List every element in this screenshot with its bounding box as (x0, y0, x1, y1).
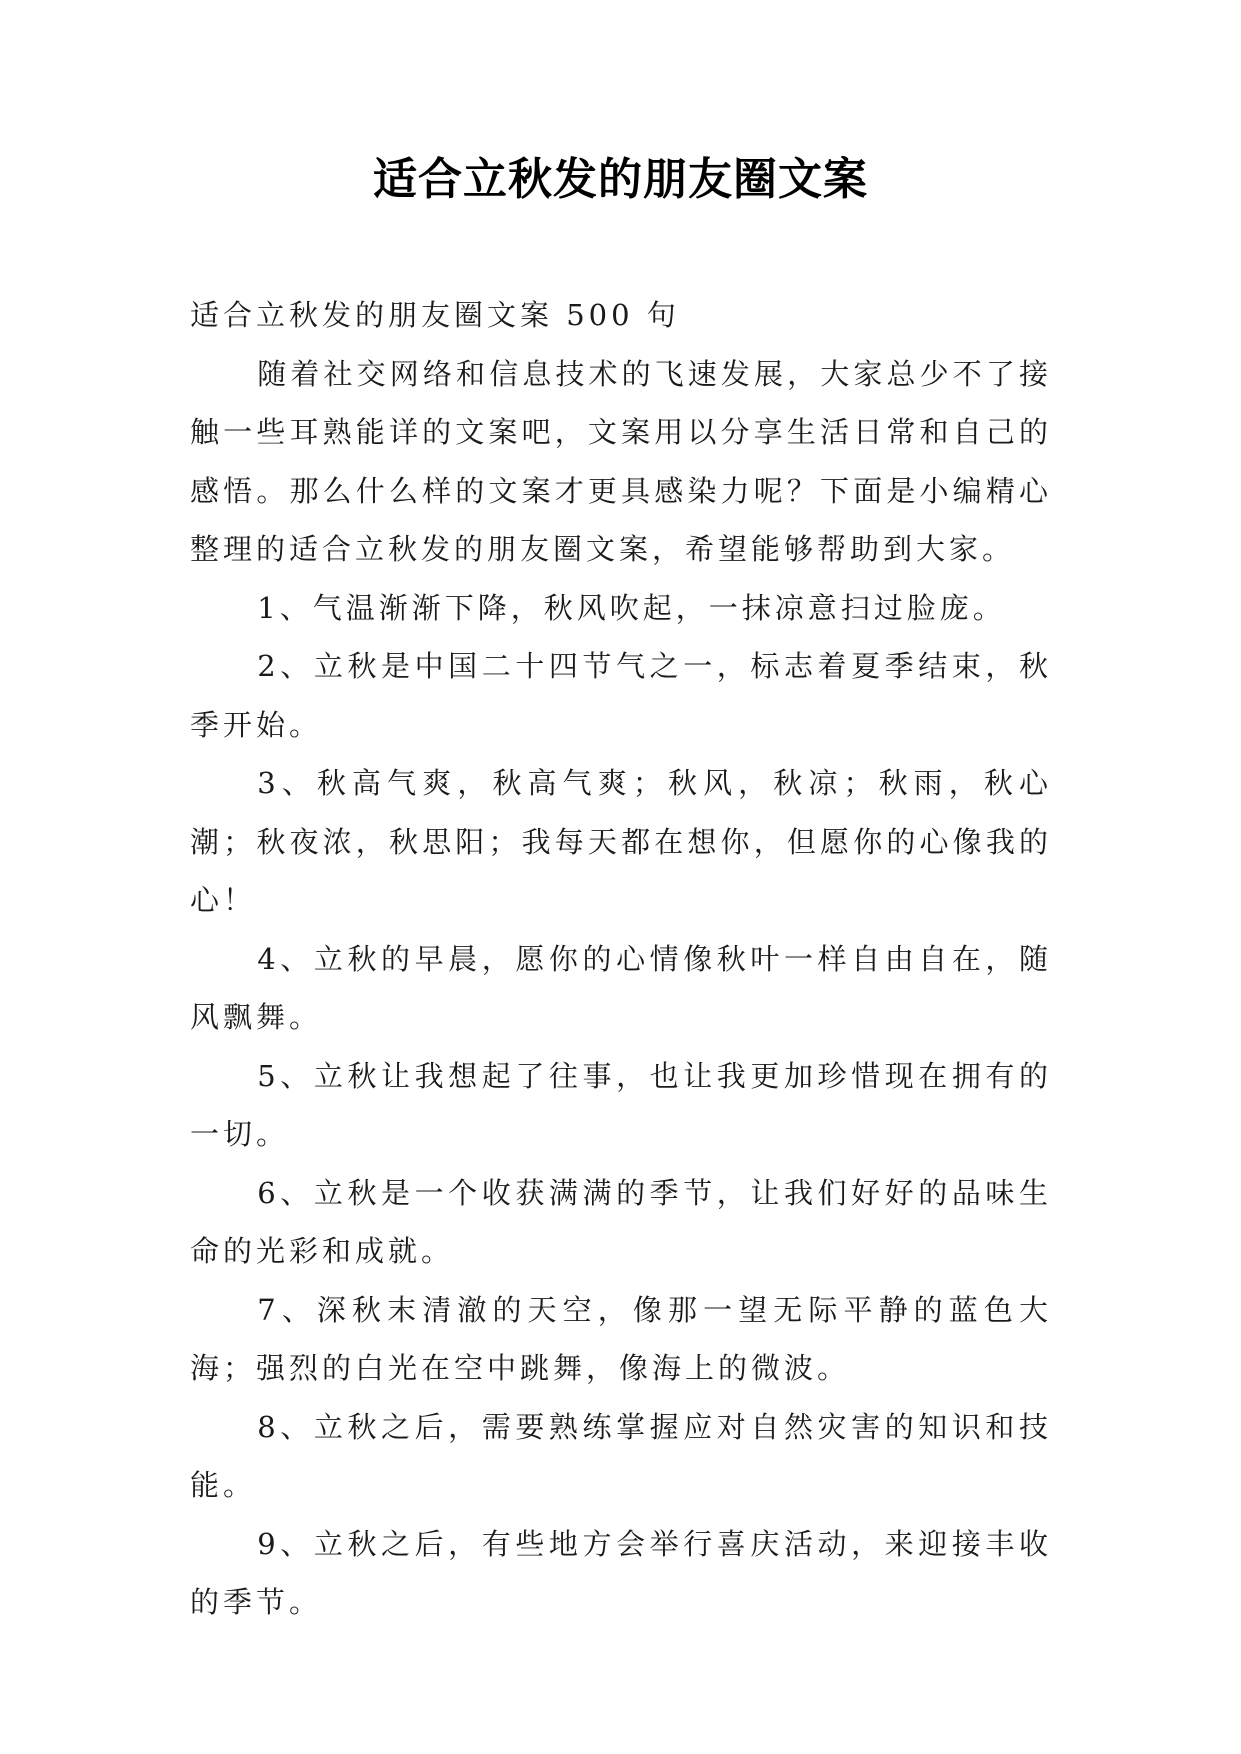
list-item: 3、秋高气爽，秋高气爽；秋风，秋凉；秋雨，秋心潮；秋夜浓，秋思阳；我每天都在想你，但愿你的心像我的心！ (190, 766, 1052, 917)
list-item: 2、立秋是中国二十四节气之一，标志着夏季结束，秋季开始。 (190, 649, 1052, 742)
intro-paragraph: 随着社交网络和信息技术的飞速发展，大家总少不了接触一些耳熟能详的文案吧，文案用以分享生活日常和自己的感悟。那么什么样的文案才更具感染力呢？下面是小编精心整理的适合立秋发的朋友圈文案，希望能够帮助到大家。 (190, 356, 1052, 566)
document-subtitle: 适合立秋发的朋友圈文案 500 句 (190, 298, 680, 332)
list-item: 6、立秋是一个收获满满的季节，让我们好好的品味生命的光彩和成就。 (190, 1175, 1052, 1268)
document-body (190, 286, 1052, 1632)
list-item: 7、深秋末清澈的天空，像那一望无际平静的蓝色大海；强烈的白光在空中跳舞，像海上的微波。 (190, 1292, 1052, 1385)
list-item: 4、立秋的早晨，愿你的心情像秋叶一样自由自在，随风飘舞。 (190, 941, 1052, 1034)
list-item: 1、气温渐渐下降，秋风吹起，一抹凉意扫过脸庞。 (257, 590, 1006, 625)
list-item: 5、立秋让我想起了往事，也让我更加珍惜现在拥有的一切。 (190, 1058, 1052, 1151)
list-item: 8、立秋之后，需要熟练掌握应对自然灾害的知识和技能。 (190, 1409, 1052, 1502)
list-item: 9、立秋之后，有些地方会举行喜庆活动，来迎接丰收的季节。 (190, 1526, 1052, 1619)
document-title: 适合立秋发的朋友圈文案 (373, 154, 868, 205)
